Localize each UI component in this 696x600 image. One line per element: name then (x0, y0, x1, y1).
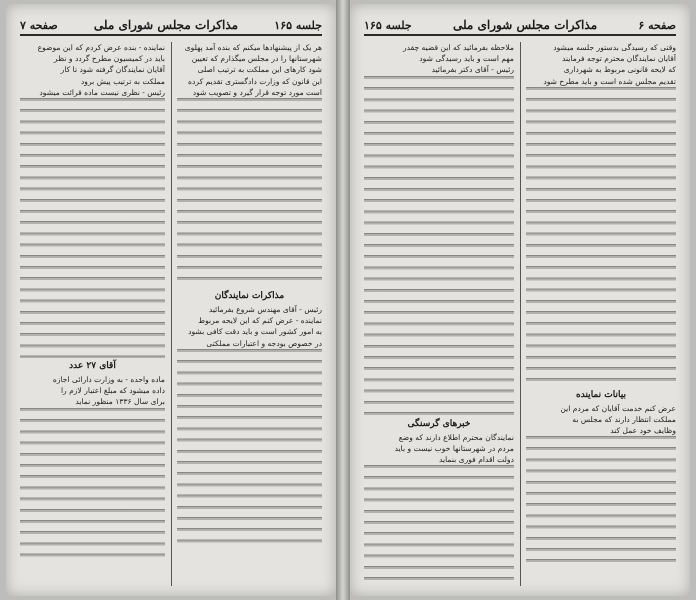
text-line: در خصوص بودجه و اعتبارات مملکتی (206, 338, 322, 348)
right-page (350, 4, 690, 596)
text-block (177, 42, 322, 98)
text-line: است مورد توجه قرار گیرد و تصویب شود (192, 87, 322, 97)
dense-text-area (526, 87, 676, 387)
section-heading: آقای ۲۷ عدد (69, 361, 116, 372)
section-heading: مذاکرات نمایندگان (214, 291, 285, 302)
left-page-number: صفحه ۷ (20, 18, 58, 32)
text-line: وظایف خود عمل کند (610, 426, 676, 436)
right-page-column-left (364, 42, 514, 586)
left-page-title: مذاکرات مجلس شورای ملی (93, 18, 239, 32)
right-page-header (364, 16, 676, 36)
column-divider (171, 42, 172, 586)
text-line: آقایان نمایندگان محترم توجه فرمایند (562, 54, 676, 64)
text-line: مملکت انتظار دارند که مجلس به (572, 415, 676, 425)
text-line: نمایندگان محترم اطلاع دارند که وضع (398, 432, 514, 442)
dense-text-area (20, 408, 165, 558)
text-line: دولت اقدام فوری بنماید (439, 455, 514, 465)
right-page-column-right (526, 42, 676, 586)
text-line: هر یک از پیشنهادها میکنم که بنده آمد پهلوی (184, 43, 322, 52)
right-session-number: جلسه ۱۶۵ (364, 18, 412, 32)
left-page-body (20, 42, 322, 586)
column-divider (520, 42, 521, 586)
dense-text-area (20, 98, 165, 358)
dense-text-area (177, 349, 322, 549)
text-line: عرض کنم خدمت آقایان که مردم این (560, 403, 676, 413)
left-page-column-right (177, 42, 322, 586)
dense-text-area (177, 98, 322, 288)
text-line: شود کارهای این مملکت به ترتیب اصلی (197, 65, 322, 75)
book-gutter (336, 0, 350, 600)
section-heading: خبرهای گرسنگی (407, 418, 471, 429)
right-page-title: مذاکرات مجلس شورای ملی (452, 18, 598, 32)
text-line: رئیس - نظری نیست ماده قرائت میشود (39, 87, 165, 97)
text-line: که لایحه قانونی مربوط به شهرداری (563, 65, 676, 75)
text-line: رئیس - آقای دکتر بفرمائید (431, 65, 514, 75)
text-line: ملاحظه بفرمائید که این قضیه چقدر (402, 43, 514, 52)
left-page (6, 4, 336, 596)
left-session-number: جلسه ۱۶۵ (274, 18, 322, 32)
text-line: ماده واحده - به وزارت دارائی اجازه (52, 375, 165, 385)
text-line: برای سال ۱۳۳۶ منظور نماید (75, 397, 165, 407)
section-heading: بیانات نماینده (576, 389, 626, 400)
text-line: این قانون که وزارت دادگستری تقدیم کرده (188, 76, 322, 86)
text-line: آقایان نمایندگان گرفته شود تا کار (60, 65, 165, 75)
text-line: شهرستانها را در مجلس میگذارم که تعیین (191, 54, 322, 64)
dense-text-area (364, 76, 514, 416)
text-line: نماینده - بنده عرض کردم که این موضوع (37, 43, 165, 52)
text-line: باید در کمیسیون مطرح گردد و نظر (53, 54, 165, 64)
left-page-header (20, 16, 322, 36)
dense-text-area (364, 465, 514, 585)
right-page-body (364, 42, 676, 586)
dense-text-area (526, 436, 676, 566)
text-line: مملکت به ترتیب پیش برود (80, 76, 165, 86)
text-line: مردم در شهرستانها خوب نیست و باید (394, 443, 514, 453)
right-page-number: صفحه ۶ (638, 18, 676, 32)
left-page-column-left (20, 42, 165, 586)
text-line: نماینده - عرض کنم که این لایحه مربوط (198, 316, 322, 326)
text-line: رئیس - آقای مهندس شروع بفرمائید (208, 305, 322, 315)
text-line: وقتی که رسیدگی بدستور جلسه میشود (553, 43, 676, 52)
text-line: داده میشود که مبلغ اعتبار لازم را (60, 386, 165, 396)
text-line: مهم است و باید رسیدگی شود (419, 54, 514, 64)
text-line: تقدیم مجلس شده است و باید مطرح شود (543, 76, 676, 86)
text-line: به امور کشور است و باید دقت کافی بشود (188, 327, 322, 337)
